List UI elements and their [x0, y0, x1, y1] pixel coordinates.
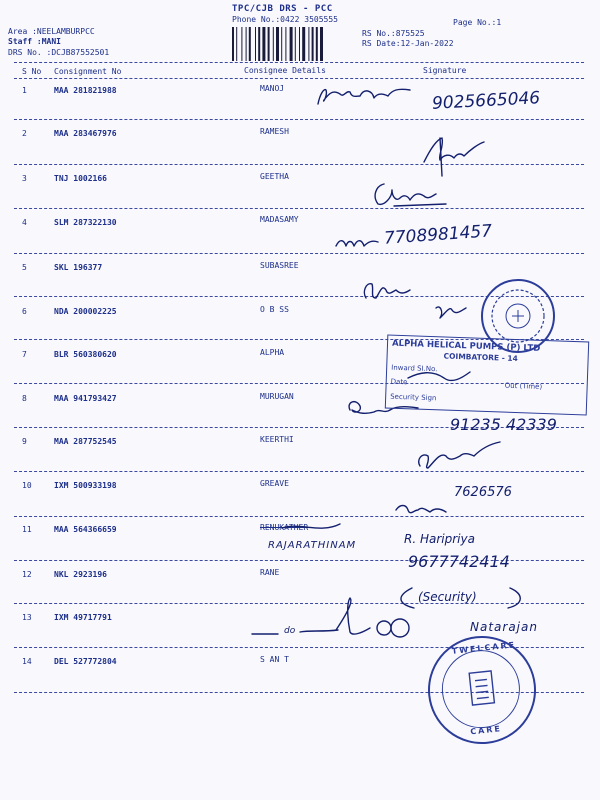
handwritten-name-11: RAJARATHINAM — [268, 540, 357, 551]
row-sno: 6 — [22, 307, 27, 316]
row-consignment: TNJ 1002166 — [54, 174, 107, 183]
row-sno: 7 — [22, 350, 27, 359]
row-consignee: O B SS — [260, 305, 289, 314]
row-consignment: MAA 564366659 — [54, 525, 117, 534]
row-consignment: NDA 200002225 — [54, 307, 117, 316]
row-consignee: KEERTHI — [260, 435, 294, 444]
row-consignee: ALPHA — [260, 348, 285, 357]
row-consignment: IXM 500933198 — [54, 481, 117, 490]
row-sno: 4 — [22, 218, 27, 227]
row-consignee: SUBASREE — [260, 261, 299, 270]
rs-date: RS Date:12-Jan-2022 — [362, 39, 454, 48]
row-consignment: BLR 560380620 — [54, 350, 117, 359]
row-sno: 13 — [22, 613, 32, 622]
company-stamp — [385, 334, 589, 415]
area-label: Area :NEELAMBURPCC — [8, 27, 95, 36]
row-sno: 12 — [22, 570, 32, 579]
handwritten-signature-11: R. Haripriya — [404, 532, 475, 546]
row-consignment: SLM 287322130 — [54, 218, 117, 227]
row-sno: 3 — [22, 174, 27, 183]
col-signature: Signature — [423, 66, 467, 75]
sheet-title: TPC/CJB DRS - PCC — [232, 4, 333, 14]
handwritten-phone-10: 7626576 — [454, 485, 512, 500]
row-consignee: MURUGAN — [260, 392, 294, 401]
staff-label: Staff :MANI — [8, 37, 61, 46]
row-consignment: MAA 287752545 — [54, 437, 117, 446]
row-consignee: RENUKATHER — [260, 523, 309, 532]
row-sno: 14 — [22, 657, 32, 666]
row-consignment: DEL 527772804 — [54, 657, 117, 666]
stamp-security-label: Security Sign — [390, 392, 437, 403]
col-consignment: Consignment No — [54, 67, 122, 76]
stamp-round-top: TWELCARE — [451, 640, 517, 656]
stamp-emblem-icon — [466, 669, 498, 708]
stamp-inward-label: Inward SI.No. — [391, 363, 438, 374]
handwritten-phone-4: 7708981457 — [383, 221, 493, 249]
col-consignee: Consignee Details — [244, 66, 326, 75]
handwritten-phone-9: 91235 42339 — [450, 415, 557, 434]
stamp-company-city: COIMBATORE - 14 — [443, 351, 518, 364]
handwritten-phone-11: 9677742414 — [408, 552, 510, 571]
row-consignee: GEETHA — [260, 172, 289, 181]
handwritten-name-13: Natarajan — [470, 620, 538, 634]
stamp-round-bottom: CARE — [469, 724, 503, 737]
rs-number: RS No.:875525 — [362, 29, 425, 38]
handwritten-security-note: (Security) — [418, 590, 477, 604]
stamp-date-label: Date — [390, 377, 408, 387]
row-consignment: MAA 281821988 — [54, 86, 117, 95]
row-sno: 9 — [22, 437, 27, 446]
stamp-out-label: Out (Time) — [504, 381, 543, 391]
row-sno: 5 — [22, 263, 27, 272]
row-sno: 11 — [22, 525, 32, 534]
row-consignment: NKL 2923196 — [54, 570, 107, 579]
drs-number: DRS No. :DCJB87552501 — [8, 48, 110, 57]
row-consignee: MANOJ — [260, 84, 285, 93]
row-consignee: S AN T — [260, 655, 289, 664]
row-consignment: IXM 49717791 — [54, 613, 112, 622]
handwritten-do: do — [284, 626, 296, 636]
row-sno: 1 — [22, 86, 27, 95]
page-number: Page No.:1 — [453, 18, 502, 27]
row-sno: 10 — [22, 481, 32, 490]
row-consignee: MADASAMY — [260, 215, 299, 224]
phone-number: Phone No.:0422 3505555 — [232, 15, 338, 24]
col-sno: S No — [22, 67, 42, 76]
row-consignment: SKL 196377 — [54, 263, 103, 272]
row-sno: 8 — [22, 394, 27, 403]
row-sno: 2 — [22, 129, 27, 138]
handwritten-phone-1: 9025665046 — [431, 88, 541, 114]
row-consignee: RANE — [260, 568, 280, 577]
row-consignment: MAA 941793427 — [54, 394, 117, 403]
row-consignment: MAA 283467976 — [54, 129, 117, 138]
row-consignee: RAMESH — [260, 127, 289, 136]
row-consignee: GREAVE — [260, 479, 289, 488]
stamp-company-name: ALPHA HELICAL PUMPS (P) LTD — [391, 338, 541, 354]
